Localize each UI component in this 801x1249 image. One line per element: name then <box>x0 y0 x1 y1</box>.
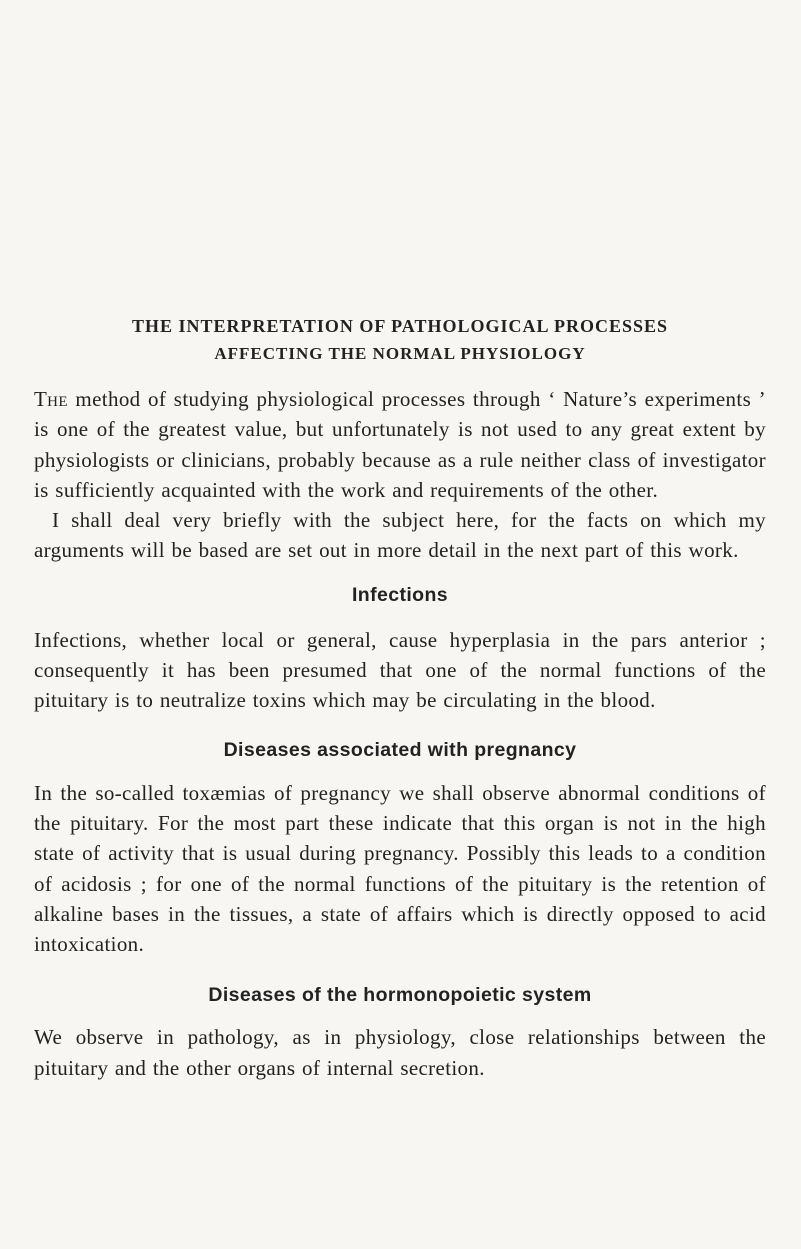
section-heading-infections: Infections <box>351 583 449 606</box>
intro-paragraph <box>34 384 766 505</box>
intro-paragraph-text: method of studying physiological processes through ‘ Nature’s experiments ’ is one of the greatest value, but unfortunately is not used to any great extent by physiologists or clinicians, probably because as a rule neither class of investigator is sufficiently acquainted with the work and requirements of the other. <box>34 387 766 502</box>
intro-second-paragraph: I shall deal very briefly with the subject here, for the facts on which my arguments will be based are set out in more detail in the next part of this work. <box>34 508 766 563</box>
chapter-title <box>34 312 766 368</box>
infections-paragraph: Infections, whether local or general, cause hyperplasia in the pars anterior ; consequently it has been presumed that one of the normal functions of the pituitary is to neutralize toxins which may be circulating in the blood. <box>34 627 766 713</box>
page-content <box>34 312 766 1083</box>
intro-lead-word: The <box>34 387 68 411</box>
section-heading-pregnancy: Diseases associated with pregnancy <box>223 738 577 761</box>
pregnancy-paragraph: In the so-called toxæmias of pregnancy we shall observe abnormal conditions of the pituitary. For the most part these indicate that this organ is not in the high state of activity that is usual during pregnancy. Possibly this leads to a condition of acidosis ; for one of the normal functions of the pituitary is the retention of alkaline bases in the tissues, a state of affairs which is directly opposed to acid intoxication. <box>34 780 766 957</box>
chapter-title-line-1: THE INTERPRETATION OF PATHOLOGICAL PROCESSES <box>131 316 669 336</box>
section-heading-hormonopoietic: Diseases of the hormonopoietic system <box>208 984 592 1007</box>
chapter-title-line-2: AFFECTING THE NORMAL PHYSIOLOGY <box>214 344 586 363</box>
hormonopoietic-paragraph: We observe in pathology, as in physiology, close relationships between the pituitary and the other organs of internal secretion. <box>34 1025 766 1080</box>
